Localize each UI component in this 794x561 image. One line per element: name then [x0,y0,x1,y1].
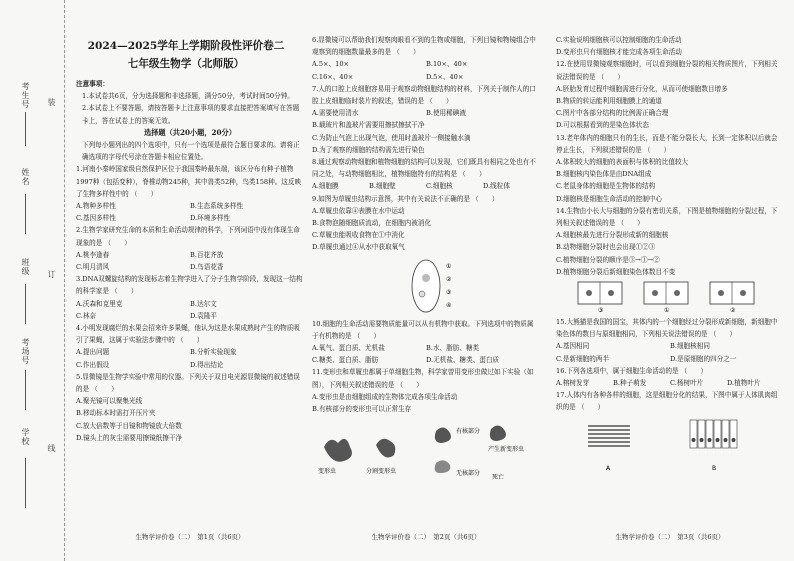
option-row [312,241,540,253]
figure-shape [690,420,697,448]
cut-mark: 订 [47,270,56,279]
option: A.体积较大的细胞的表面积与体积的比值较大 [556,158,689,167]
option-row [556,46,784,58]
option: A.5×、10× [312,60,350,69]
option-row [312,58,540,70]
figure-shape [419,291,425,297]
question-stem: 14.生物由小长大与细胞的分裂有密切关系，下图是植物细胞的分裂过程，下列相关叙述错误的是 （ ） [556,206,778,228]
question-stem: 13.老年体内的细胞只有的生长，而是不能分裂长大，长到一定体积以后就会停止生长，下列叙述错误的是 （ ） [556,133,778,154]
option: B.细胞核内染色体是由DNA组成 [556,170,652,179]
question [556,205,784,278]
question [556,389,784,413]
option: C.放大倍数等于目镜和物镜放大倍数 [76,421,182,430]
question [76,273,304,322]
question-stem: 16.下列各选项中，属于细胞生命活动的是 （ ） [556,366,708,375]
option: B.百花齐放 [190,250,224,259]
fill-line [25,284,26,324]
option: B.种子萌发 [613,379,647,388]
question-stem: 5.显微镜是生物学实验中常用的仪器。下列关于双目电光源显微镜的叙述错误的是 （ ） [76,372,300,394]
figure-label: 死亡 [492,474,505,482]
option-row [312,229,540,241]
option-row [556,107,784,119]
figure-label: 无核部分 [456,470,481,478]
paramecium-figure [386,256,466,316]
question-stem: 11.变形虫和草履虫都属于单细胞生物，科学家曾用变形虫做过如下实验（如图），下列相关叙述错误的是 （ ） [312,368,534,389]
question [556,316,784,365]
option: A.提出问题 [76,348,110,357]
option-row [76,395,304,407]
option-row [556,95,784,107]
option: C.实验说明细胞核可以控制细胞的生命活动 [556,36,682,44]
option-row [312,144,540,156]
question [312,193,540,254]
question-stem: 1.河南小秦岭国家级自然保护区位于我国秦岭最东端，该区分布有种子植物1997种（包括变种），脊椎动物245种，其中兽类52种，鸟类158种。这反映了生物多样性中的 （ ） [76,165,302,198]
option: A.桃李逢春 [76,250,110,259]
option-row [312,107,540,119]
option: D.线粒体 [483,182,510,191]
option-row [312,205,540,217]
option: A.基因相同 [556,342,590,351]
question-stem: 7.人的口腔上皮细胞容易用于观察动物细胞结构的材料，下列关于制作人的口腔上皮细胞临时装片的叙述，错误的是 （ ） [312,84,536,106]
question-stem: 6.显微镜可以帮助我们观察肉眼看不到的生物或细胞，下列目镜和物镜组合中观察到的细胞数量最多的是 （ ） [312,36,536,57]
question [312,156,540,193]
question [556,365,784,389]
figure-label: ② [730,307,736,315]
figure-label: 变形虫 [318,468,337,476]
option: D.可以根据看到的是染色体状态 [556,121,649,130]
figure-shape [698,420,705,448]
figure-shape [732,438,736,442]
option: D.袁隆平 [190,311,217,320]
question-stem: 3.DNA双螺旋结构的发现标志着生物学进入了分子生物学阶段，发现这一结构的科学家是 （ ） [76,275,303,296]
option: D.细胞核是细胞生命活动的控制中心 [556,194,663,203]
questions-column-2 [312,34,540,489]
figure-label: A [606,464,611,472]
page-footer: 生物学评价卷（二） 第3页（共6页） [615,533,725,541]
option: D.镜头上的灰尘需要用擦镜纸擦干净 [76,433,183,442]
figure-shape [714,420,721,448]
option: B.有核部分的变形虫可以正常生存 [312,405,412,414]
option: B.细胞核相同 [670,342,710,351]
figure-shape [608,290,614,296]
option-row [76,200,304,212]
option-row [312,217,540,229]
notes-block [76,78,304,444]
option-row [312,391,540,403]
figure-shape [718,290,724,296]
section-heading: 选择题（共20小题，20分） [144,127,236,137]
figure-shape [700,438,704,442]
option: A.变形虫是由细胞组成的生物体完成各项生命活动 [312,392,458,401]
option-row [556,180,784,192]
question-stem: 2.生物学家研究生命的本质和生命活动规律的科学，下列词语中没有体现生命现象的是 （ ） [76,226,300,247]
fill-line [25,194,26,234]
figure-label: ③ [446,288,452,296]
option-row [312,119,540,131]
option-row [76,420,304,432]
option: D.植物叶片 [727,379,761,388]
figure-label: B [712,464,717,472]
option-row [76,359,304,371]
notes-heading: 注意事项： [76,80,109,88]
figure-shape [324,439,352,462]
question [312,366,540,415]
option-row [556,119,784,131]
option: D.植物细胞分裂后新细胞染色体数目不变 [556,267,676,276]
option-row [556,156,784,168]
option: B.物质的转运能利用细胞膜上的通道 [556,97,662,106]
option: C.老鼠身体的细胞是生物体的结构 [556,182,656,191]
figure-label: ③ [598,307,604,315]
option-row [556,266,784,278]
option: D.草履虫通过④从水中获取氧气 [312,243,405,252]
figure-label: 分割变形虫 [366,468,397,476]
option: A.物种多样性 [76,202,116,211]
page-footer: 生物学评价卷（二） 第1页（共6页） [135,533,245,541]
question-stem: 12.在使用显微镜观察细胞时，可以看到细胞分裂的相关物质图片，下列相关说法错误的是 （ ） [556,60,778,81]
question-stem: 8.通过观察动物细胞和植物细胞的结构可以发现，它们既具有相同之处也有不同之处，与动物细胞相比，植物细胞特有的结构是 （ ） [312,158,536,179]
option: B.10×、40× [426,60,468,69]
question-stem: 9.如图为草履虫结构示意图，其中有关说法不正确的是 （ ） [312,194,499,203]
option-row [556,193,784,205]
figure-label: 有核部分 [456,428,481,436]
questions-column-1 [76,163,304,444]
figure-shape [435,461,451,474]
option-row [556,168,784,180]
figure-label: ① [664,307,670,315]
option-row [312,354,540,366]
figure-shape [708,438,712,442]
question-stem: 15.大熊猫是我国的国宝，其体内的一个细胞经过分裂形成新细胞，新细胞中染色体的数目与原细胞相同，下列相关说法错误的是 （ ） [556,318,778,339]
figure-shape [376,439,395,458]
figure-shape [652,290,658,296]
option: C.明月清风 [76,263,110,272]
figure-shape [586,290,592,296]
option-row [556,83,784,95]
fill-line [25,112,26,146]
option: D.是原细胞的四分之一 [670,354,737,363]
figure-shape [692,438,696,442]
margin-label-room: 考场号 [21,338,30,365]
option: C.图片中各部分结构的比例需正确合理 [556,109,669,118]
tissue-figure [570,416,770,478]
option: B.达尔文 [190,299,217,308]
option-row [556,34,784,46]
option-row [76,407,304,419]
figure-label: ④ [446,301,452,309]
option: B.食物泡随细胞质流动，在细胞内被消化 [312,219,432,228]
option: D.5×、40× [426,72,464,81]
option-row [556,241,784,253]
figure-shape [730,420,737,448]
option: A.细胞核最先进行分裂形成新的细胞核 [556,231,669,240]
amoeba-figure [316,417,536,487]
margin-label-class: 班级 [21,258,30,276]
question [76,371,304,444]
question [556,132,784,205]
option: D.鸟语花香 [190,263,224,272]
question [312,34,540,83]
questions-column-3 [556,34,784,480]
option: B.水、脂肪、糖类 [426,344,480,353]
option: B.动物细胞分裂时也会出现①②③ [556,243,656,252]
figure-label: ② [446,275,452,283]
option: A.沃森和克里克 [76,299,123,308]
option-row [76,212,304,224]
option: B.使用稀碘液 [426,109,466,118]
option: D.无机盐、糖类、蛋白质 [426,356,500,365]
question [76,163,304,224]
option: C.草履虫能吸收食物在①中消化 [312,231,405,240]
question [312,318,540,367]
option-row [556,353,784,365]
figure-shape [674,290,680,296]
margin-label-exam-no: 考生号 [21,82,30,109]
option: C.细胞核 [426,182,453,191]
option: A.榕树发芽 [556,379,590,388]
option: B.载玻片和盖玻片需要用擦拭擦拭干净 [312,121,425,130]
option-row [556,254,784,266]
option: B.生态系统多样性 [190,202,244,211]
option-row [556,377,784,389]
option: B.分析实验现象 [190,348,237,357]
question-stem: 4.小明发现腐烂的水果会招来许多果蝇，他认为这是水果成熟时产生的物质吸引了果蝇，这属于实验法步骤中的 （ ） [76,324,300,345]
figure-shape [706,420,713,448]
option-row [76,346,304,358]
figure-shape [724,438,728,442]
option: C.是新细胞的两半 [556,354,610,363]
option: D.变形虫只有细胞核才能完成各项生命活动 [556,48,682,57]
figure-label: ① [446,262,452,270]
question-stem: 10.细胞的生命活动需要物质能量可以从有机物中获取。下列选项中的物质属于有机物的是 （ ） [312,319,534,340]
option-row [312,180,540,192]
question [556,58,784,131]
margin-label-name: 姓名 [21,168,30,186]
fill-line [25,458,26,508]
exam-subtitle: 七年级生物学（北师版） [127,58,245,70]
option: C.为防止气泡上出现气泡，使用时盖玻片一侧接触水滴 [312,133,471,142]
option: C.杨树叶片 [670,379,704,388]
option: D.得出结论 [190,360,224,369]
binding-margin [0,0,65,561]
option: C.作出假设 [76,360,110,369]
option-row [76,249,304,261]
figure-shape [716,438,720,442]
option: C.16×、40× [312,72,354,81]
exam-title: 2024—2025学年上学期阶段性评价卷二 [87,40,285,52]
note-item: 1.本试卷共6页，分为选择题和非选择题，满分50分，考试时间50分钟。 [82,92,294,101]
option-row [76,432,304,444]
option: A.草履虫依靠④表膜在水中运动 [312,206,405,215]
option-row [556,340,784,352]
option: C.植物细胞分裂的顺序是③→①→② [556,255,660,264]
figure-label: 产生新变形虫 [488,446,525,454]
option: D.环境多样性 [190,214,231,223]
figure-shape [412,260,440,312]
option: C.糖类、蛋白质、脂肪 [312,356,379,365]
option-row [76,310,304,322]
option: A.细胞膜 [312,182,339,191]
option: C.林奈 [76,311,97,320]
figure-shape [422,274,430,282]
option-row [312,403,540,415]
option-row [312,132,540,144]
figure-shape [490,426,506,442]
page-footer: 生物学评价卷（二） 第2页（共6页） [371,533,481,541]
option-row [76,298,304,310]
option: A.胚胎发育过程中细胞需进行分化，从而可使细胞数目增多 [556,84,728,93]
option: A.需要使用清水 [312,109,359,118]
option-row [312,342,540,354]
option: B.细胞壁 [369,182,396,191]
margin-label-school: 学校 [21,428,30,446]
option: C.基因多样性 [76,214,116,223]
option-row [76,261,304,273]
question [76,224,304,273]
option: B.移动标本时需打开压片夹 [76,409,156,418]
option: D.为了观察的细胞的结构需先进行染色 [312,145,425,154]
cut-mark: 装 [47,98,56,107]
division-figure [570,280,770,314]
note-item: 2.本试卷上不要答题，请按答题卡上注意事项的要求直接把答案填写在答题卡上，答在试卷上的答案无效。 [82,104,300,125]
option: A.氧气、蛋白质、尤机盐 [312,344,385,353]
question [556,34,784,58]
section-instruction: 下列每小题列出的四个选项中，只有一个选项是最符合题目要求的。请将正确选项的字母代号涂在答题卡相应位置处。 [82,141,300,162]
figure-shape [722,420,729,448]
fill-line [25,370,26,410]
question [76,322,304,371]
figure-shape [435,428,451,444]
figure-shape [740,290,746,296]
cut-mark: 线 [47,444,56,453]
option-row [556,229,784,241]
option-row [312,71,540,83]
question [312,83,540,156]
question-stem: 17.人体内有各种各样的细胞，这是细胞分化的结果，下图中属于人体肌肉组织的是 （ ） [556,391,778,412]
option: A.聚光镜可以聚集光线 [76,397,143,406]
